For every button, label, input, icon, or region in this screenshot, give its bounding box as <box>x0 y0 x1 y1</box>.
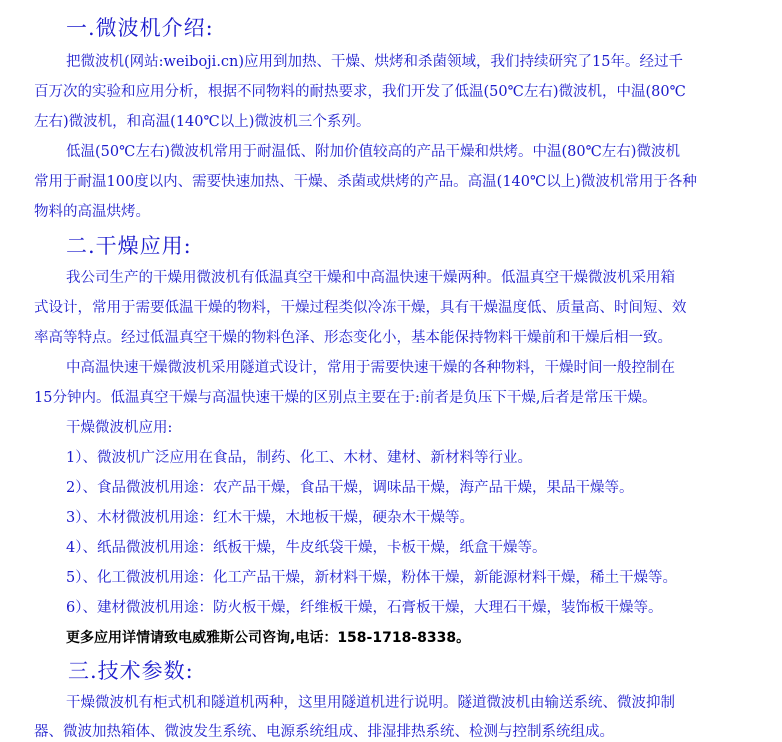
list-item: 5）、化工微波机用途：化工产品干燥，新材料干燥，粉体干燥，新能源材料干燥，稀土干燥等。 <box>66 570 677 586</box>
paragraph-line: 15分钟内。低温真空干燥与高温快速干燥的区别点主要在于:前者是负压下干燥,后者是常压干燥。 <box>34 390 657 406</box>
paragraph-line: 把微波机(网站:weiboji.cn)应用到加热、干燥、烘烤和杀菌领域，我们持续研究了15年。经过千 <box>66 54 683 70</box>
list-item: 4）、纸品微波机用途：纸板干燥，牛皮纸袋干燥，卡板干燥，纸盒干燥等。 <box>66 540 547 556</box>
contact-line: 更多应用详情请致电威雅斯公司咨询,电话：158-1718-8338。 <box>66 630 471 646</box>
paragraph-line: 器、微波加热箱体、微波发生系统、电源系统组成、排湿排热系统、检测与控制系统组成。 <box>34 724 614 740</box>
list-item: 2）、食品微波机用途：农产品干燥，食品干燥，调味品干燥，海产品干燥，果品干燥等。 <box>66 480 634 496</box>
paragraph-line: 干燥微波机有柜式机和隧道机两种，这里用隧道机进行说明。隧道微波机由输送系统、微波抑制 <box>66 695 675 711</box>
section-heading-intro: 一.微波机介绍: <box>66 16 214 40</box>
list-item: 1）、微波机广泛应用在食品，制药、化工、木材、建材、新材料等行业。 <box>66 450 532 466</box>
list-item: 3）、木材微波机用途：红木干燥，木地板干燥，硬杂木干燥等。 <box>66 510 474 526</box>
section-heading-specs: 三.技术参数: <box>68 659 194 683</box>
list-item: 6）、建材微波机用途：防火板干燥，纤维板干燥，石膏板干燥，大理石干燥，装饰板干燥等。 <box>66 600 663 616</box>
paragraph-line: 常用于耐温100度以内、需要快速加热、干燥、杀菌或烘烤的产品。高温(140℃以上)微波机常用于各种 <box>34 174 697 190</box>
paragraph-line: 我公司生产的干燥用微波机有低温真空干燥和中高温快速干燥两种。低温真空干燥微波机采用箱 <box>66 270 675 286</box>
paragraph-line: 物料的高温烘烤。 <box>34 204 150 220</box>
paragraph-line: 中高温快速干燥微波机采用隧道式设计，常用于需要快速干燥的各种物料，干燥时间一般控制在 <box>66 360 675 376</box>
paragraph-line: 式设计，常用于需要低温干燥的物料，干燥过程类似冷冻干燥，具有干燥温度低、质量高、时间短、效 <box>34 300 687 316</box>
paragraph-line: 百万次的实验和应用分析，根据不同物料的耐热要求，我们开发了低温(50℃左右)微波机，中温(80℃ <box>34 84 686 100</box>
paragraph-line: 左右)微波机，和高温(140℃以上)微波机三个系列。 <box>34 114 371 130</box>
list-title: 干燥微波机应用: <box>66 420 173 436</box>
section-heading-drying: 二.干燥应用: <box>66 234 192 258</box>
paragraph-line: 低温(50℃左右)微波机常用于耐温低、附加价值较高的产品干燥和烘烤。中温(80℃左右)微波机 <box>66 144 680 160</box>
paragraph-line: 率高等特点。经过低温真空干燥的物料色泽、形态变化小，基本能保持物料干燥前和干燥后相一致。 <box>34 330 672 346</box>
